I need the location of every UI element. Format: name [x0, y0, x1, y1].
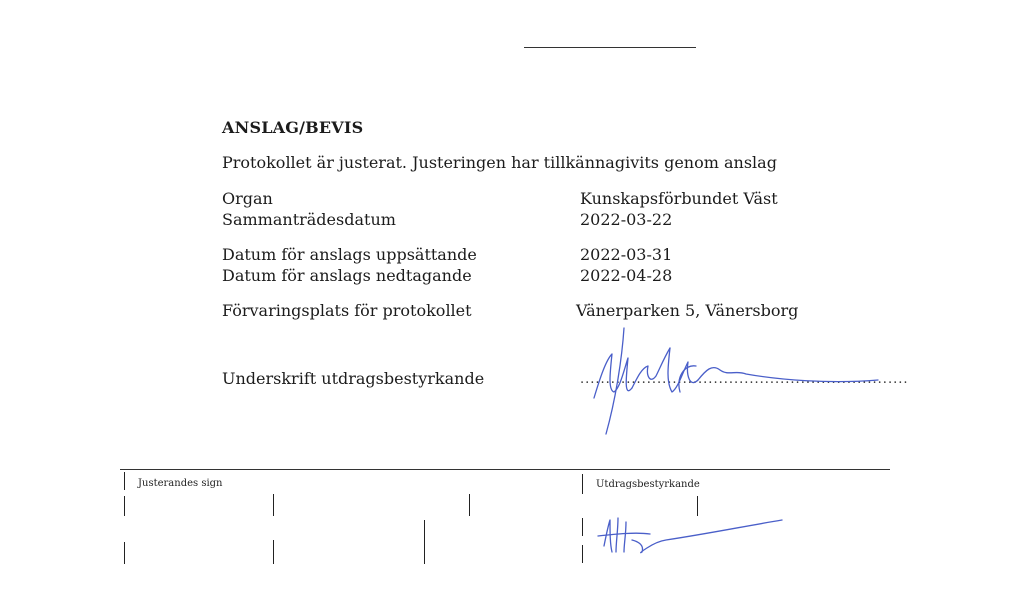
- label-removal-date: Datum för anslags nedtagande: [222, 266, 472, 285]
- label-storage-place: Förvaringsplats för protokollet: [222, 301, 472, 320]
- footer-right-label: Utdragsbestyrkande: [596, 479, 700, 490]
- signature-label: Underskrift utdragsbestyrkande: [222, 369, 485, 388]
- initials-signature: [596, 512, 786, 560]
- footer-divider: [469, 494, 470, 516]
- label-posting-date: Datum för anslags uppsättande: [222, 245, 477, 264]
- footer-divider: [582, 518, 583, 536]
- intro-text: Protokollet är justerat. Justeringen har tillkännagivits genom anslag: [222, 153, 777, 172]
- footer-divider: [124, 542, 125, 564]
- footer-divider: [273, 494, 274, 516]
- top-rule: [524, 47, 696, 48]
- footer-divider: [582, 474, 583, 494]
- value-posting-date: 2022-03-31: [580, 245, 673, 264]
- footer-divider: [273, 540, 274, 564]
- value-storage-place: Vänerparken 5, Vänersborg: [576, 301, 799, 320]
- label-meeting-date: Sammanträdesdatum: [222, 210, 396, 229]
- value-organ: Kunskapsförbundet Väst: [580, 189, 778, 208]
- footer-rule: [120, 469, 890, 470]
- footer-divider: [424, 520, 425, 564]
- value-meeting-date: 2022-03-22: [580, 210, 673, 229]
- footer-divider: [124, 496, 125, 516]
- label-organ: Organ: [222, 189, 273, 208]
- footer-divider: [124, 472, 125, 490]
- value-removal-date: 2022-04-28: [580, 266, 673, 285]
- document-heading: ANSLAG/BEVIS: [222, 118, 364, 137]
- footer-divider: [582, 545, 583, 563]
- footer-left-label: Justerandes sign: [138, 478, 223, 489]
- handwritten-signature: [580, 318, 890, 438]
- signature-dotted-line: ................................................................: [580, 372, 909, 387]
